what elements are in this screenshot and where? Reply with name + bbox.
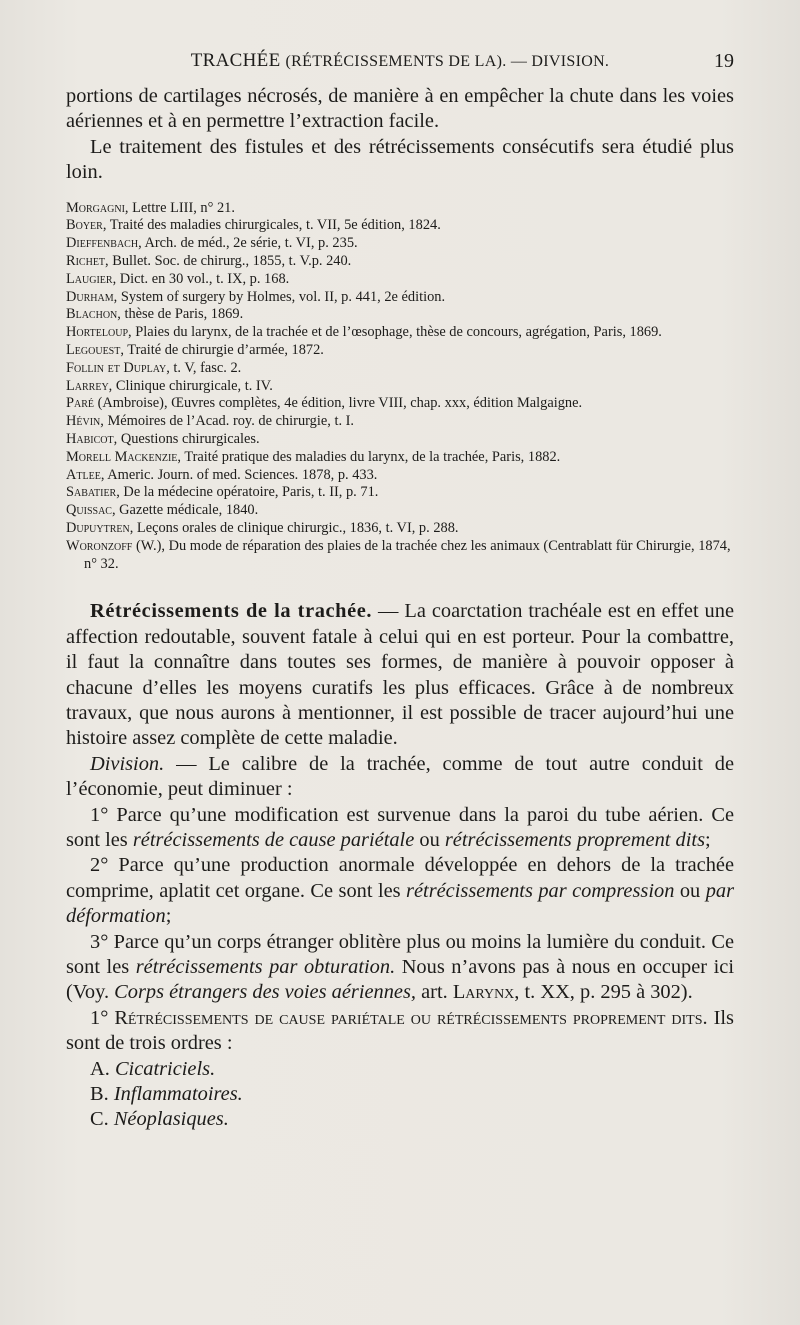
- cause-item-2-term: rétrécissements par compression: [406, 879, 675, 902]
- reference-entry: [66, 360, 734, 378]
- reference-entry: [66, 378, 734, 396]
- reference-text: Bullet. Soc. de chirurg., 1855, t. V.p. 240.: [108, 253, 352, 270]
- reference-entry: [66, 306, 734, 324]
- reference-entry: [66, 467, 734, 485]
- page-number: 19: [714, 50, 734, 72]
- cause-item-2: [66, 853, 734, 929]
- reference-author: Blachon,: [66, 306, 121, 323]
- reference-author: Woronzoff: [66, 537, 133, 554]
- type-letter: B.: [90, 1083, 109, 1106]
- reference-text: Leçons orales de clinique chirurgic., 1836, t. VI, p. 288.: [133, 519, 459, 536]
- reference-text: Traité de chirurgie d’armée, 1872.: [123, 342, 324, 358]
- reference-text: Plaies du larynx, de la trachée et de l’œsophage, thèse de concours, agrégation, Paris, 1869.: [131, 324, 662, 341]
- cause-item-1: [66, 803, 734, 854]
- section-intro-paragraph: [66, 599, 734, 751]
- type-label: Néoplasiques.: [113, 1108, 229, 1131]
- subsection-text: . Ils sont de trois ordres :: [66, 1006, 734, 1055]
- reference-author: Sabatier,: [66, 484, 120, 501]
- reference-author: Hévin,: [66, 413, 104, 430]
- reference-text: thèse de Paris, 1869.: [120, 306, 244, 323]
- reference-text: Traité des maladies chirurgicales, t. VII, 5e édition, 1824.: [106, 217, 441, 234]
- reference-author: Boyer,: [66, 217, 107, 234]
- reference-text: (W.), Du mode de réparation des plaies de la trachée chez les animaux (Centrablatt für Chirurgie, 1874, n° 32.: [84, 537, 731, 572]
- reference-text: Gazette médicale, 1840.: [115, 502, 259, 519]
- cause-item-2-or: ou: [674, 879, 706, 902]
- cause-item-1-term-2: rétrécissements proprement dits: [444, 829, 706, 852]
- type-list-item: [66, 1107, 734, 1132]
- reference-entry: [66, 431, 734, 449]
- cause-item-3-term: rétrécissements par obturation.: [135, 956, 396, 979]
- reference-author: Dupuytren,: [66, 519, 134, 536]
- section-intro-text: — La coarctation trachéale est en effet une affection redoutable, souvent fatale à celui qui en est porteur. Pour la combattre, il faut la connaître dans toutes ses formes, de manière à pouvoir opposer à chacune d’elles les moyens curatifs les plus efficaces. Grâce à de nombreux travaux, que nous aurons à mentionner, il est possible de tracer aujourd’hui une histoire assez complète de cette maladie.: [66, 600, 734, 750]
- reference-author: Laugier,: [66, 270, 117, 287]
- reference-text: Mémoires de l’Acad. roy. de chirurgie, t. I.: [103, 413, 355, 430]
- reference-entry: [66, 217, 734, 235]
- reference-entry: [66, 235, 734, 253]
- reference-text: t. V, fasc. 2.: [169, 359, 242, 376]
- reference-text: System of surgery by Holmes, vol. II, p. 441, 2e édition.: [117, 288, 446, 305]
- reference-text: Traité pratique des maladies du larynx, de la trachée, Paris, 1882.: [181, 448, 561, 465]
- cause-item-1-text: 1° Parce qu’une modification est survenue dans la paroi du tube aérien. Ce sont les: [66, 803, 734, 852]
- cause-item-3: [66, 930, 734, 1006]
- reference-author: Atlee,: [66, 466, 105, 483]
- division-label: Division.: [90, 752, 165, 775]
- reference-text: Dict. en 30 vol., t. IX, p. 168.: [116, 270, 290, 287]
- cause-item-3-text-2: Nous n’avons pas à nous en occuper ici (Voy.: [66, 956, 734, 1004]
- reference-author: Habicot,: [66, 430, 118, 447]
- reference-entry: [66, 253, 734, 271]
- subsection-title: Rétrécissements de cause pariétale ou rétrécissements proprement dits: [114, 1006, 703, 1029]
- reference-author: Quissac,: [66, 502, 116, 519]
- cause-item-1-or: ou: [414, 829, 445, 852]
- cause-item-3-art: art.: [416, 981, 453, 1004]
- reference-entry: [66, 271, 734, 289]
- reference-author: Morell Mackenzie,: [66, 448, 181, 465]
- intro-paragraph-2: Le traitement des fistules et des rétrécissements consécutifs sera étudié plus loin.: [66, 135, 734, 184]
- cause-item-3-reference: Corps étrangers des voies aériennes,: [114, 981, 417, 1004]
- type-letter: C.: [90, 1108, 109, 1131]
- type-list-item: [66, 1057, 734, 1082]
- reference-author: Legouest,: [66, 342, 124, 358]
- reference-entry: [66, 342, 734, 360]
- reference-author: Durham,: [66, 288, 118, 305]
- bibliography-list: [66, 200, 734, 574]
- reference-entry: [66, 200, 734, 218]
- type-list-item: [66, 1082, 734, 1107]
- intro-paragraph-1: portions de cartilages nécrosés, de manière à en empêcher la chute dans les voies aériennes et à en permettre l’extraction facile.: [66, 85, 734, 133]
- cause-item-3-larynx: Larynx: [452, 981, 515, 1004]
- cause-item-3-end: , t. XX, p. 295 à 302).: [514, 981, 693, 1004]
- reference-entry: [66, 538, 734, 574]
- reference-entry: [66, 449, 734, 467]
- division-paragraph: [66, 752, 734, 803]
- subsection-number: 1°: [90, 1006, 115, 1029]
- reference-entry: [66, 395, 734, 413]
- cause-item-1-term: rétrécissements de cause pariétale: [132, 829, 415, 852]
- reference-author: Dieffenbach,: [66, 235, 142, 252]
- reference-author: Morgagni,: [66, 199, 129, 216]
- division-text: — Le calibre de la trachée, comme de tout autre conduit de l’économie, peut diminuer :: [66, 752, 734, 801]
- reference-author: Paré: [66, 395, 95, 412]
- reference-entry: [66, 484, 734, 502]
- cause-item-2-term-2: par déformation: [66, 879, 735, 928]
- type-label: Inflammatoires.: [113, 1083, 243, 1106]
- reference-entry: [66, 289, 734, 307]
- reference-entry: [66, 413, 734, 431]
- reference-author: Horteloup,: [66, 324, 132, 341]
- reference-text: De la médecine opératoire, Paris, t. II, p. 71.: [119, 484, 379, 501]
- reference-entry: [66, 502, 734, 520]
- reference-text: Questions chirurgicales.: [117, 430, 260, 447]
- cause-item-1-end: ;: [705, 829, 711, 852]
- type-label: Cicatriciels.: [114, 1057, 216, 1080]
- section-heading: Rétrécissements de la trachée.: [90, 600, 373, 623]
- reference-author: Richet,: [66, 253, 109, 270]
- cause-item-2-end: ;: [165, 905, 172, 928]
- type-letter: A.: [90, 1057, 110, 1080]
- running-title-sub: (RÉTRÉCISSEMENTS DE LA). — DIVISION.: [285, 53, 610, 70]
- reference-text: Arch. de méd., 2e série, t. VI, p. 235.: [141, 235, 358, 252]
- running-header: [66, 46, 734, 80]
- running-title: [66, 50, 734, 72]
- reference-text: Lettre LIII, n° 21.: [128, 199, 235, 216]
- reference-entry: [66, 324, 734, 342]
- reference-text: Americ. Journ. of med. Sciences. 1878, p. 433.: [104, 466, 378, 483]
- reference-author: Follin et Duplay,: [66, 359, 170, 376]
- cause-item-2-text: 2° Parce qu’une production anormale développée en dehors de la trachée comprime, aplatit cet organe. Ce sont les: [66, 854, 734, 902]
- reference-entry: [66, 520, 734, 538]
- reference-text: Clinique chirurgicale, t. IV.: [112, 377, 273, 394]
- subsection-heading: [66, 1006, 734, 1057]
- types-list: [66, 1057, 734, 1133]
- running-title-main: TRACHÉE: [190, 50, 281, 71]
- reference-author: Larrey,: [66, 377, 113, 394]
- cause-item-3-text: 3° Parce qu’un corps étranger oblitère plus ou moins la lumière du conduit. Ce sont les: [66, 930, 734, 979]
- page-body: [66, 84, 734, 1133]
- reference-text: (Ambroise), Œuvres complètes, 4e édition, livre VIII, chap. xxx, édition Malgaigne.: [94, 395, 583, 412]
